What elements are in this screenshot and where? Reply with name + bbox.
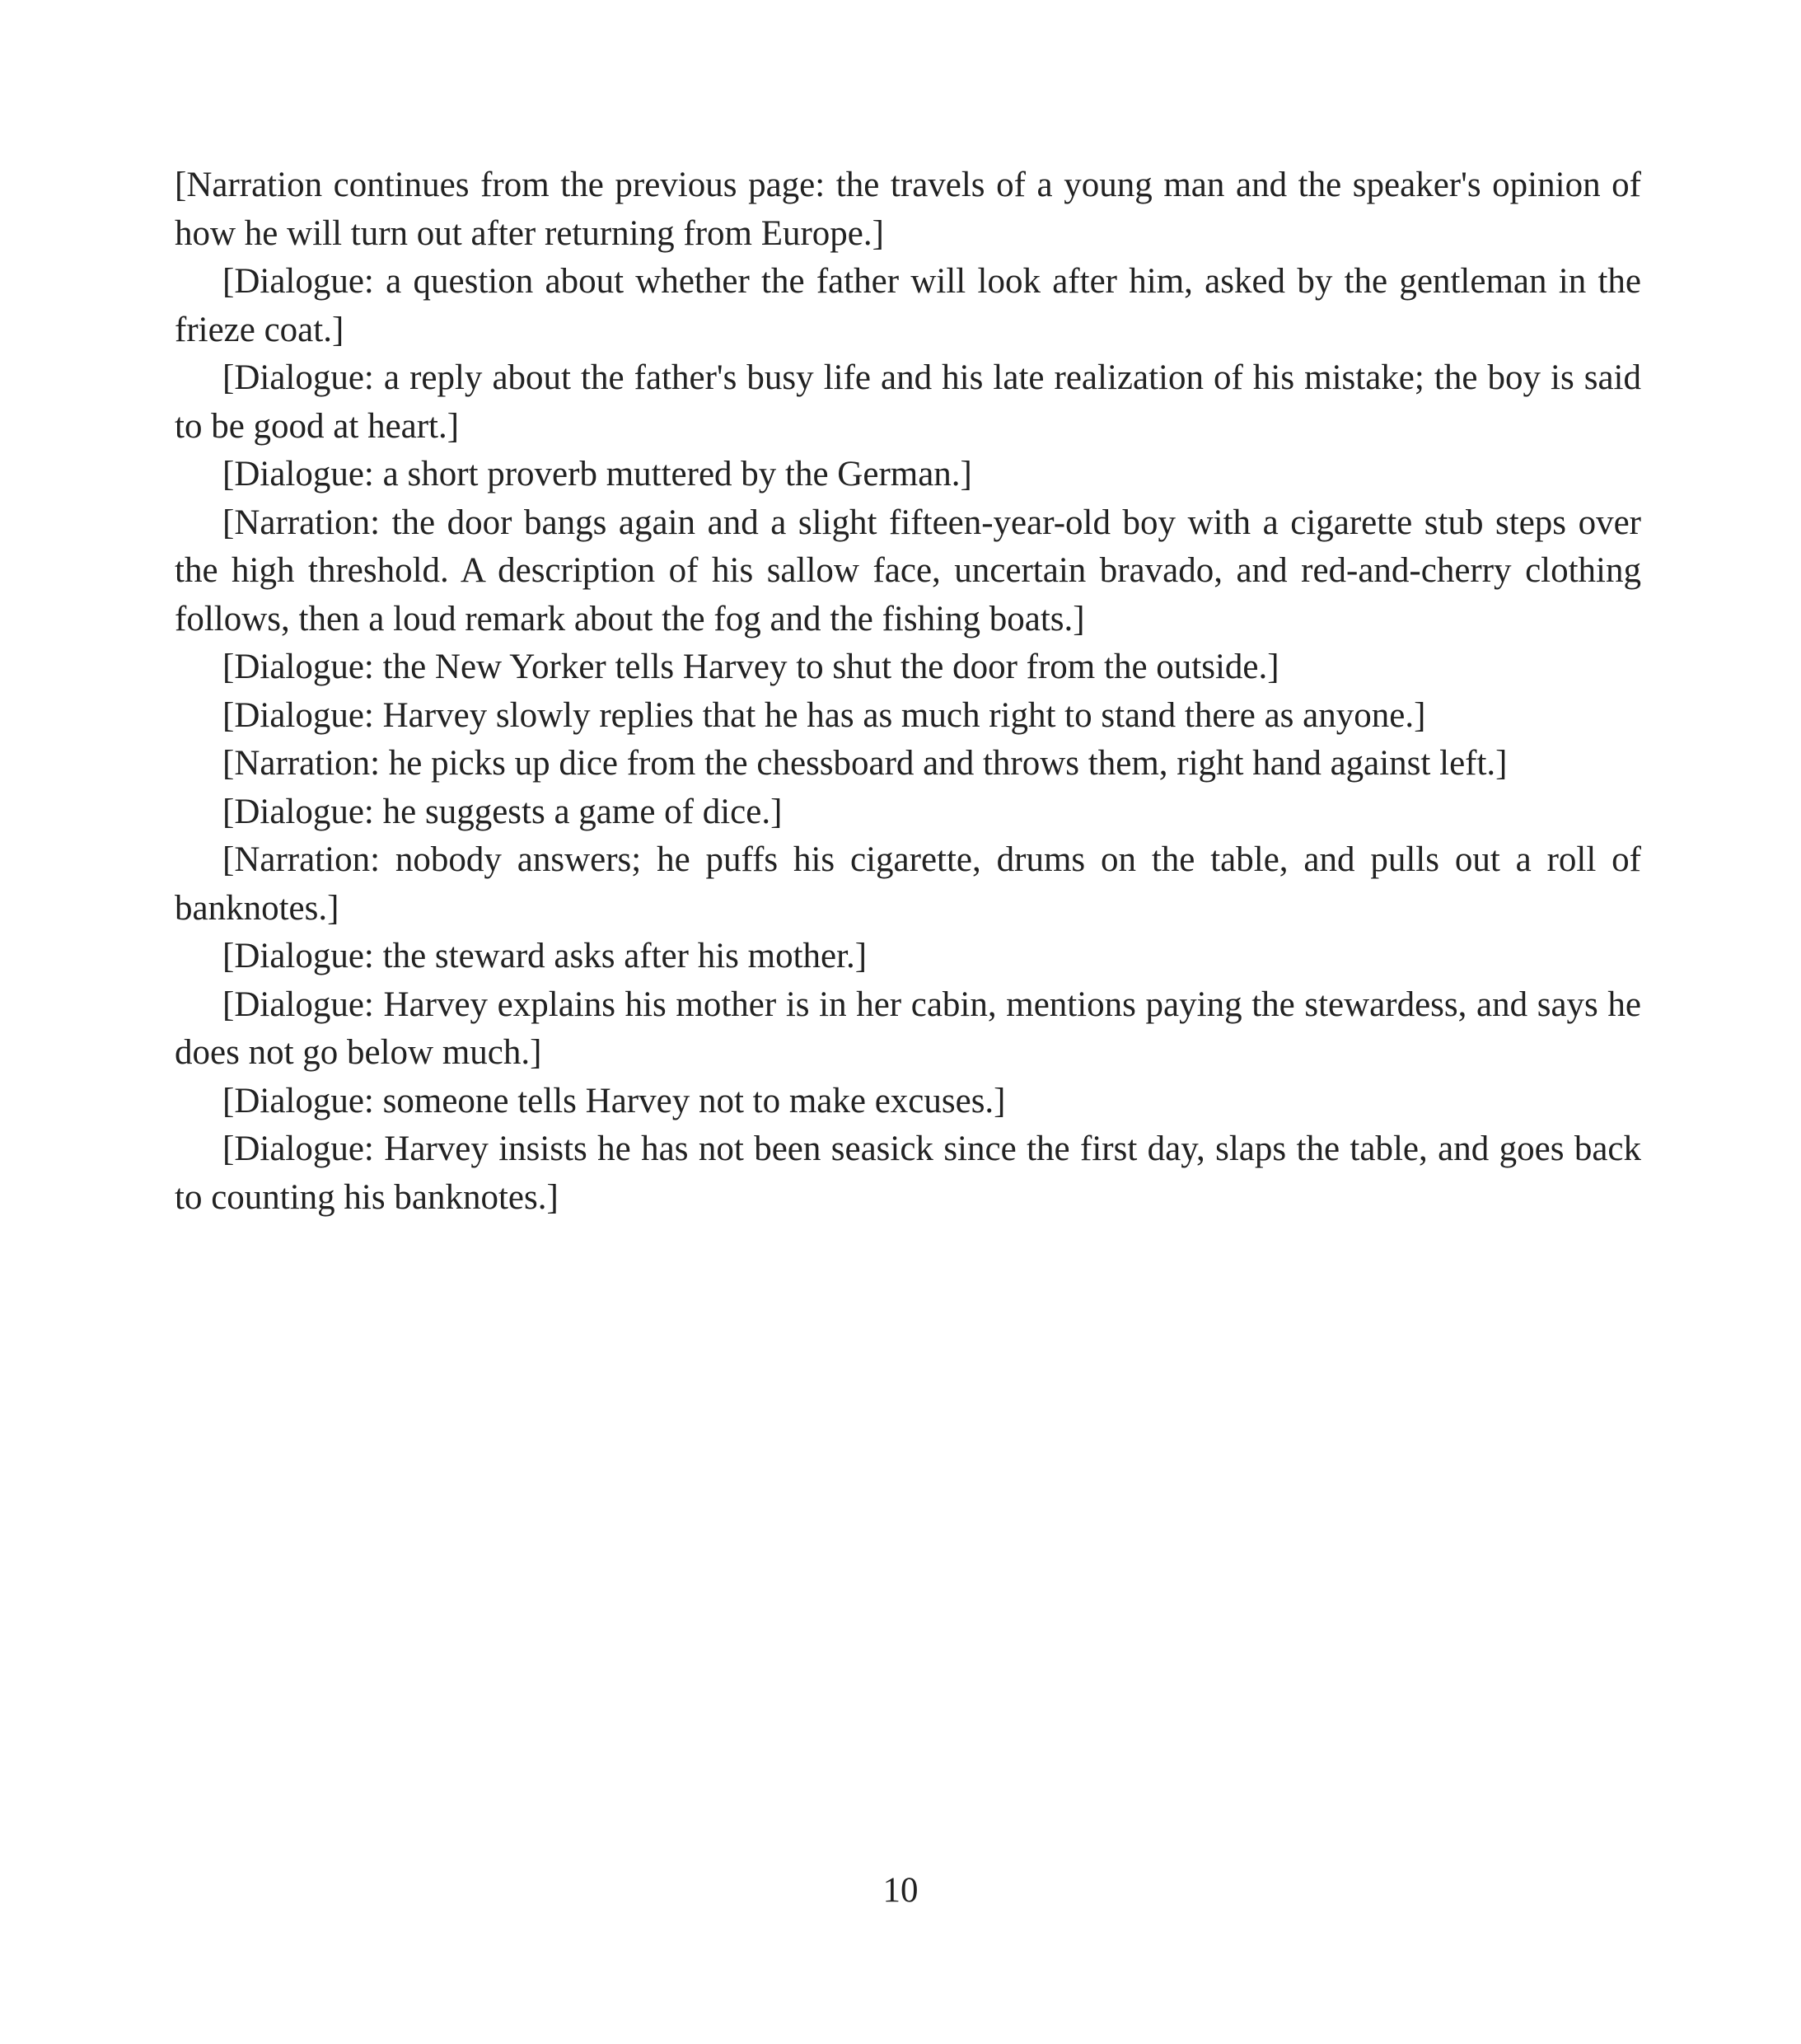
- paragraph-dialogue: [Dialogue: the New Yorker tells Harvey to shut the door from the outside.]: [222, 648, 1279, 686]
- paragraph-dialogue: [Dialogue: Harvey explains his mother is in her cabin, mentions paying the stewardess, and says he does not go below much.]: [175, 985, 1641, 1072]
- paragraph-dialogue: [Dialogue: a short proverb muttered by the German.]: [222, 455, 972, 493]
- paragraph-narration: [Narration: he picks up dice from the chessboard and throws them, right hand against left.]: [222, 744, 1508, 783]
- book-page-body: [175, 161, 1641, 1222]
- paragraph-dialogue: [Dialogue: the steward asks after his mother.]: [222, 937, 868, 975]
- paragraph-narration: [Narration: nobody answers; he puffs his cigarette, drums on the table, and pulls out a roll of banknotes.]: [175, 840, 1641, 928]
- paragraph-dialogue: [Dialogue: he suggests a game of dice.]: [222, 792, 783, 831]
- paragraph-dialogue: [Dialogue: Harvey insists he has not been seasick since the first day, slaps the table, and goes back to counting his banknotes.]: [175, 1130, 1641, 1217]
- paragraph-dialogue: [Dialogue: someone tells Harvey not to make excuses.]: [222, 1081, 1006, 1120]
- paragraph-dialogue: [Dialogue: Harvey slowly replies that he has as much right to stand there as anyone.]: [222, 695, 1426, 735]
- paragraph-continuation: [Narration continues from the previous page: the travels of a young man and the speaker's opinion of how he will turn out after returning from Europe.]: [175, 166, 1641, 253]
- page-number: 10: [882, 1871, 919, 1910]
- paragraph-dialogue: [Dialogue: a reply about the father's busy life and his late realization of his mistake; the boy is said to be good at heart.]: [175, 358, 1641, 446]
- paragraph-narration: [Narration: the door bangs again and a slight fifteen-year-old boy with a cigarette stub steps over the high threshold. A description of his sallow face, uncertain bravado, and red-and-cherry clothing follows, then a loud remark about the fog and the fishing boats.]: [175, 503, 1641, 638]
- paragraph-dialogue: [Dialogue: a question about whether the father will look after him, asked by the gentleman in the frieze coat.]: [175, 262, 1641, 349]
